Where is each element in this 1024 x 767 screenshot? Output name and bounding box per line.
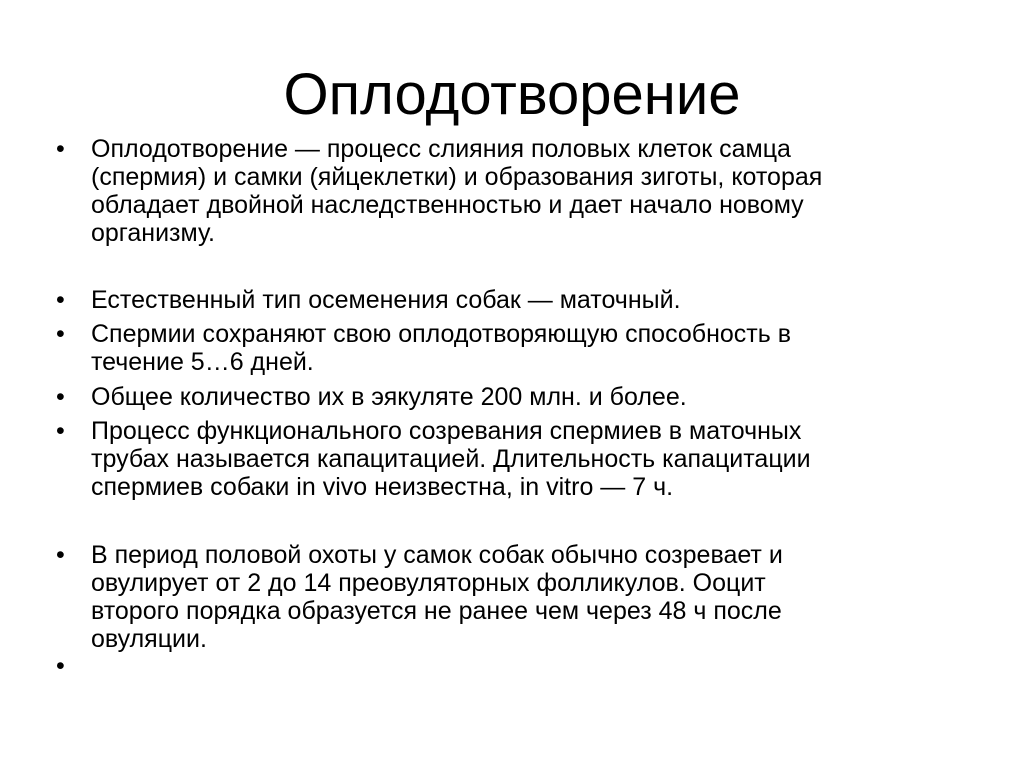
list-item — [56, 320, 956, 376]
bullet-icon: • — [56, 541, 65, 569]
bullet-icon: • — [56, 320, 65, 348]
bullet-text: Спермии сохраняют свою оплодотворяющую способность в течение 5…6 дней. — [91, 320, 791, 376]
list-item — [56, 417, 956, 501]
bullet-text: В период половой охоты у самок собак обычно созревает и овулирует от 2 до 14 преовуляторных фолликулов. Ооцит второго порядка образуется не ранее чем через 48 ч после овуляции. — [91, 541, 783, 653]
list-item — [56, 135, 956, 247]
list-item — [56, 383, 956, 411]
bullet-icon: • — [56, 286, 65, 314]
list-item — [56, 286, 956, 314]
bullet-icon: • — [56, 652, 65, 680]
bullet-icon: • — [56, 135, 65, 163]
bullet-text: Естественный тип осеменения собак — маточный. — [91, 286, 681, 314]
bullet-text: Оплодотворение — процесс слияния половых клеток самца (спермия) и самки (яйцеклетки) и образования зиготы, которая обладает двойной наследственностью и дает начало новому организму. — [91, 135, 823, 247]
bullet-text: Общее количество их в эякуляте 200 млн. и более. — [91, 383, 687, 411]
slide-title: Оплодотворение — [283, 62, 741, 127]
bullet-icon: • — [56, 417, 65, 445]
list-item — [56, 541, 956, 653]
bullet-icon: • — [56, 383, 65, 411]
bullet-text: Процесс функционального созревания спермиев в маточных трубах называется капацитацией. Длительность капацитации спермиев собаки in vivo неизвестна, in vitro — 7 ч. — [91, 417, 811, 501]
